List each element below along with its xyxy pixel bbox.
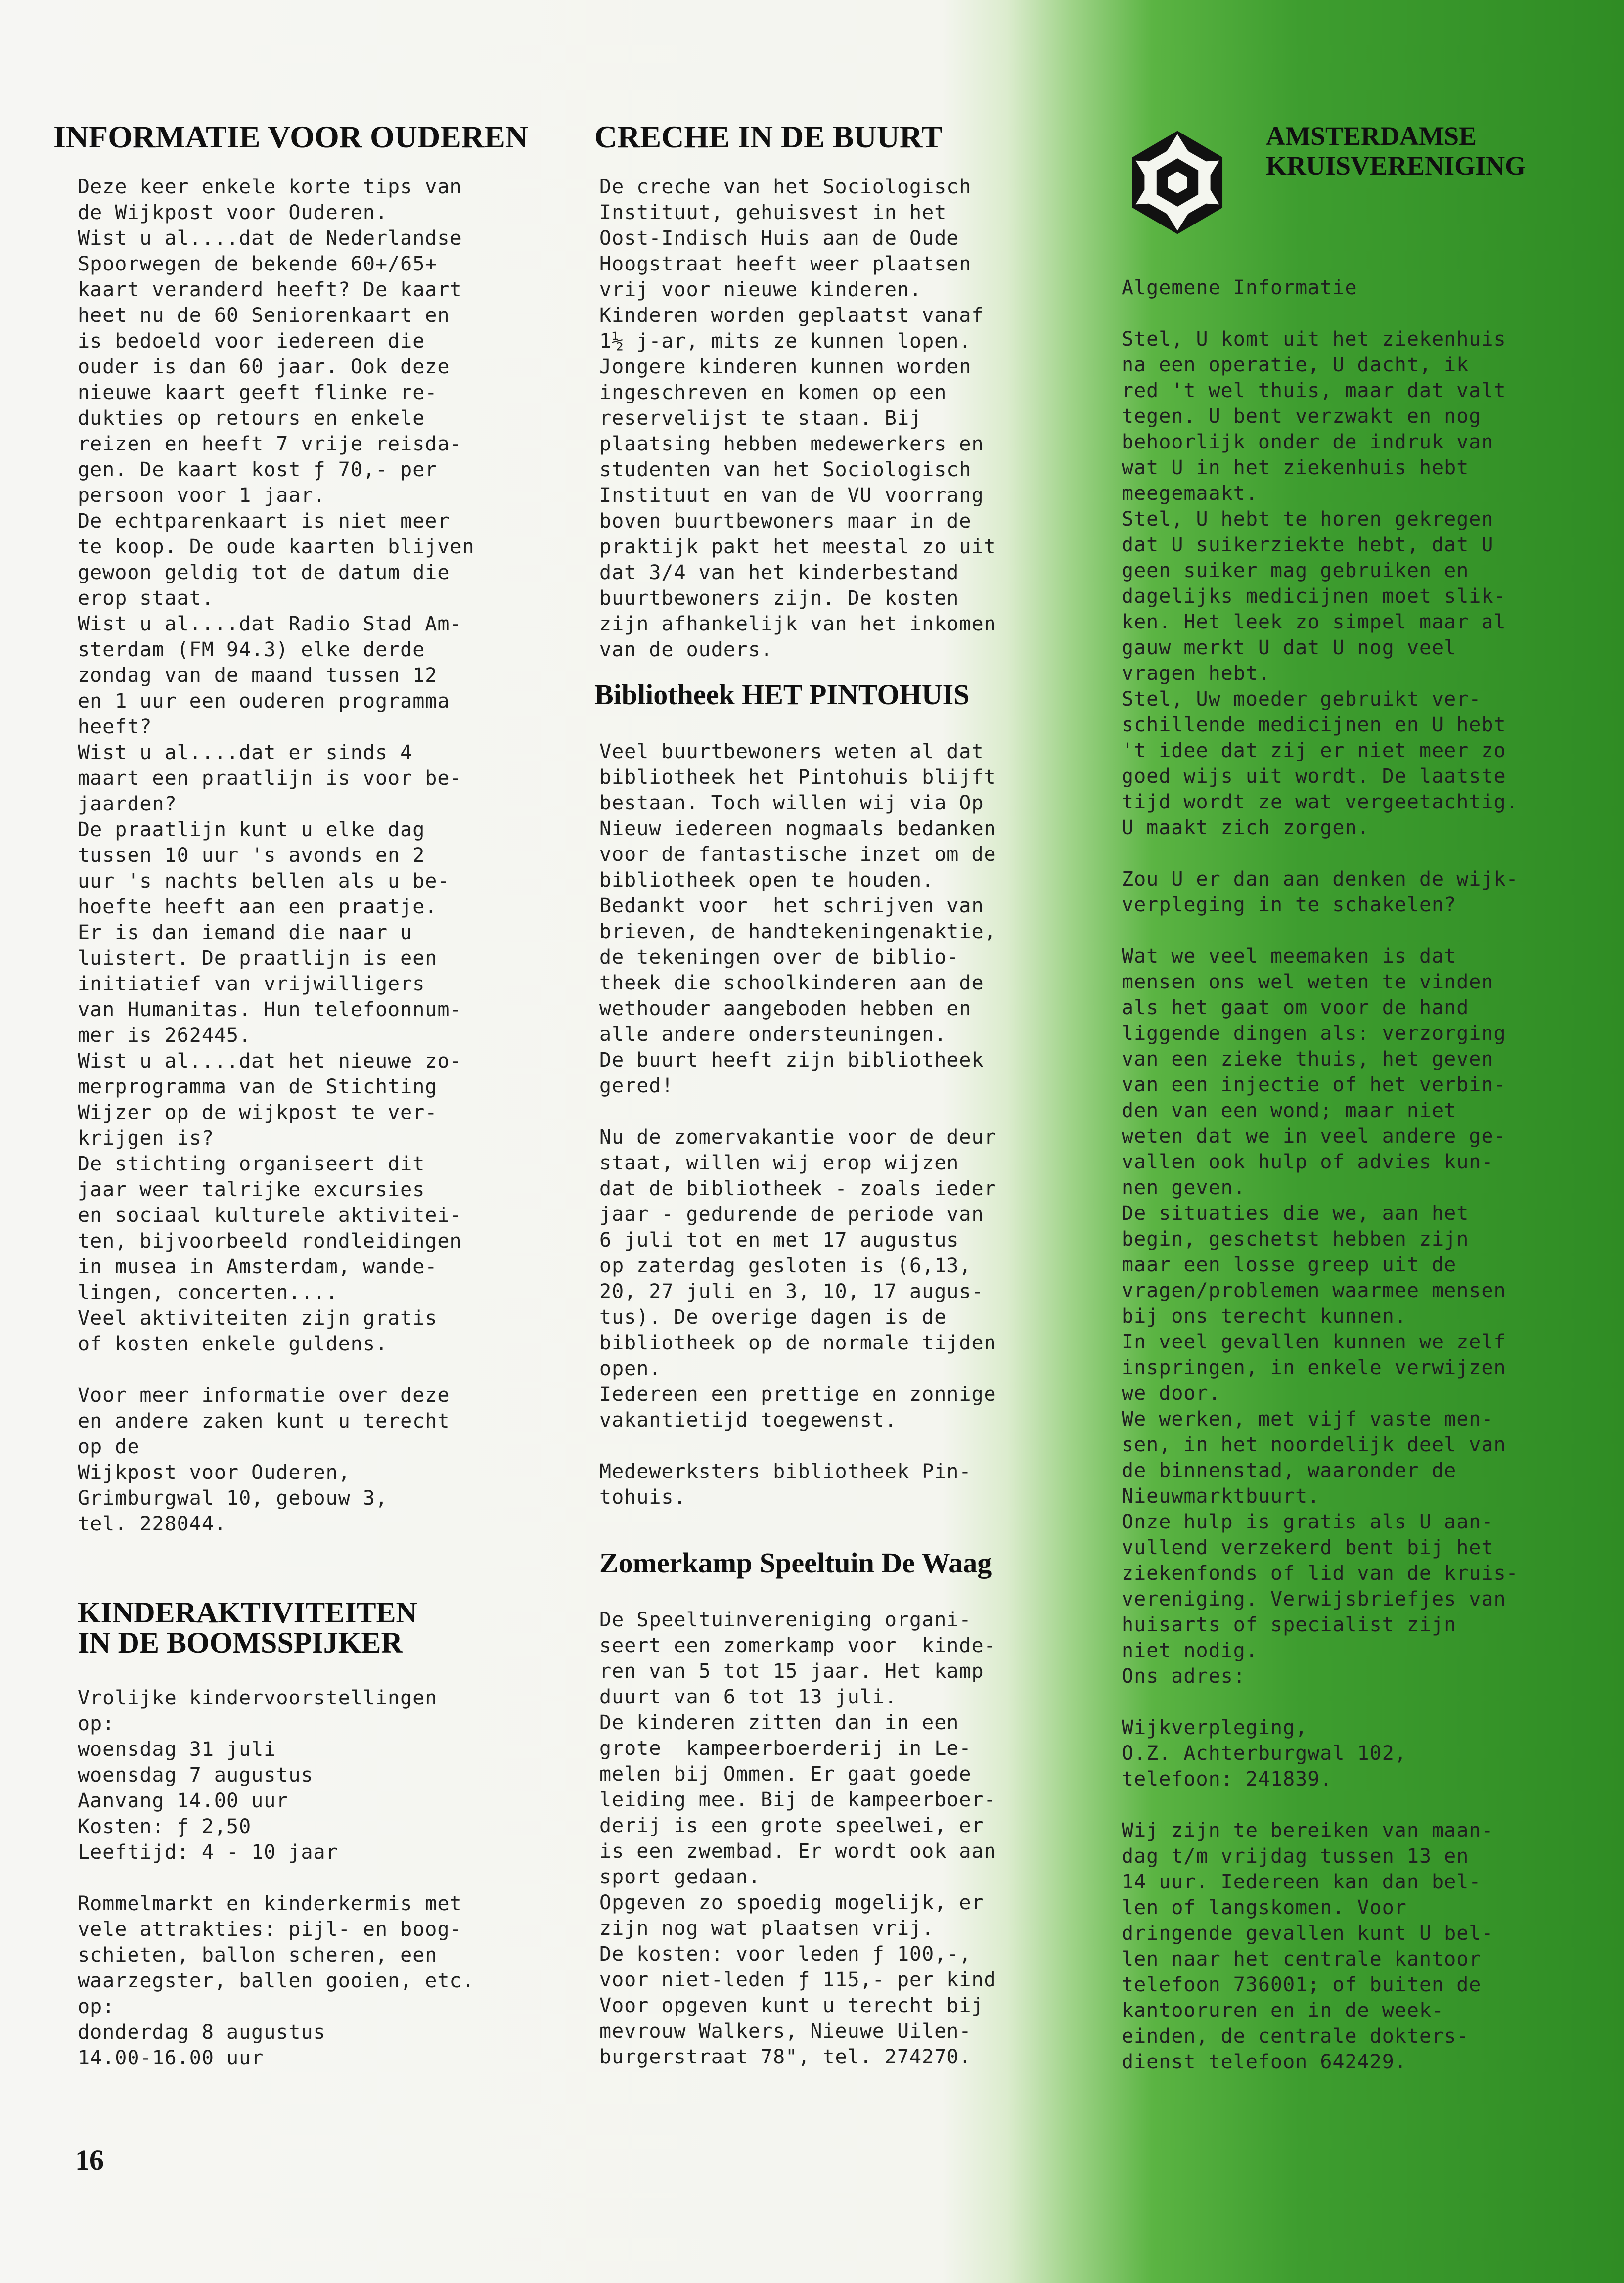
ouderen-title: INFORMATIE VOOR OUDEREN: [53, 119, 528, 154]
kruisvereniging-body: Algemene Informatie Stel, U komt uit het ziekenhuis na een operatie, U dacht, ik red 't wel thuis, maar dat valt tegen. U bent verzwakt en nog behoorlijk onder de indruk van wat U in het ziekenhuis hebt meegemaakt. Stel, U hebt te horen gekregen dat U suikerziekte hebt, dat U geen suiker mag gebruiken en dagelijks medicijnen moet slik- ken. Het leek zo simpel maar al gauw merkt U dat U nog veel vragen hebt. Stel, Uw moeder gebruikt ver- schillende medicijnen en U hebt 't idee dat zij er niet meer zo goed wijs uit wordt. De laatste tijd wordt ze wat vergeetachtig. U maakt zich zorgen. Zou U er dan aan denken de wijk- verpleging in te schakelen? Wat we veel meemaken is dat mensen ons wel weten te vinden als het gaat om voor de hand liggende dingen als: verzorging van een zieke thuis, het geven van een injectie of het verbin- den van een wond; maar niet weten dat we in veel andere ge- vallen ook hulp of advies kun- nen geven. De situaties die we, aan het begin, geschetst hebben zijn maar een losse greep uit de vragen/problemen waarmee mensen bij ons terecht kunnen. In veel gevallen kunnen we zelf inspringen, in enkele verwijzen we door. We werken, met vijf vaste men- sen, in het noordelijk deel van de binnenstad, waaronder de Nieuwmarktbuurt. Onze hulp is gratis als U aan- vullend verzekerd bent bij het ziekenfonds of lid van de kruis- vereniging. Verwijsbriefjes van huisarts of specialist zijn niet nodig. Ons adres: Wijkverpleging, O.Z. Achterburgwal 102, telefoon: 241839. Wij zijn te bereiken van maan- dag t/m vrijdag tussen 13 en 14 uur. Iedereen kan dan bel- len of langskomen. Voor dringende gevallen kunt U bel- len naar het centrale kantoor telefoon 736001; of buiten de kantooruren en in de week- einden, de centrale dokters- dienst telefoon 642429.: [1122, 276, 1519, 2073]
kruisvereniging-logo-icon: [1123, 128, 1232, 237]
creche-body: De creche van het Sociologisch Instituut, gehuisvest in het Oost-Indisch Huis aan de Oude Hoogstraat heeft weer plaatsen vrij voor nieuwe kinderen. Kinderen worden geplaatst vanaf 1½ j-ar, mits ze kunnen lopen. Jongere kinderen kunnen worden ingeschreven en komen op een reservelijst te staan. Bij plaatsing hebben medewerkers en studenten van het Sociologisch Instituut en van de VU voorrang boven buurtbewoners maar in de praktijk pakt het meestal zo uit dat 3/4 van het kinderbestand buurtbewoners zijn. De kosten zijn afhankelijk van het inkomen van de ouders.: [599, 176, 996, 661]
bibliotheek-body: Veel buurtbewoners weten al dat bibliotheek het Pintohuis blijft bestaan. Toch willen wij via Op Nieuw iedereen nogmaals bedanken voor de fantastische inzet om de bibliotheek open te houden. Bedankt voor het schrijven van brieven, de handtekeningenaktie, de tekeningen over de biblio- theek die schoolkinderen aan de wethouder aangeboden hebben en alle andere ondersteuningen. De buurt heeft zijn bibliotheek gered! Nu de zomervakantie voor de deur staat, willen wij erop wijzen dat de bibliotheek - zoals ieder jaar - gedurende de periode van 6 juli tot en met 17 augustus op zaterdag gesloten is (6,13, 20, 27 juli en 3, 10, 17 augus- tus). De overige dagen is de bibliotheek op de normale tijden open. Iedereen een prettige en zonnige vakantietijd toegewenst. Medewerksters bibliotheek Pin- tohuis.: [599, 740, 996, 1509]
zomerkamp-body: De Speeltuinvereniging organi- seert een zomerkamp voor kinde- ren van 5 tot 15 jaar. Het kamp duurt van 6 tot 13 juli. De kinderen zitten dan in een grote kampeerboerderij in Le- melen bij Ommen. Er gaat goede leiding mee. Bij de kampeerboer- derij is een grote speelwei, er is een zwembad. Er wordt ook aan sport gedaan. Opgeven zo spoedig mogelijk, er zijn nog wat plaatsen vrij. De kosten: voor leden ƒ 100,-, voor niet-leden ƒ 115,- per kind Voor opgeven kunt u terecht bij mevrouw Walkers, Nieuwe Uilen- burgerstraat 78", tel. 274270.: [599, 1609, 996, 2068]
page-number: 16: [75, 2144, 104, 2176]
kinderaktiviteiten-body: Vrolijke kindervoorstellingen op: woensdag 31 juli woensdag 7 augustus Aanvang 14.00 uur Kosten: ƒ 2,50 Leeftijd: 4 - 10 jaar Rommelmarkt en kinderkermis met vele attrakties: pijl- en boog- schieten, ballon scheren, een waarzegster, ballen gooien, etc. op: donderdag 8 augustus 14.00-16.00 uur: [78, 1687, 475, 2069]
kinderaktiviteiten-title-line1: KINDERAKTIVITEITEN: [78, 1596, 417, 1629]
kruisvereniging-title-line1: AMSTERDAMSE: [1266, 121, 1477, 151]
zomerkamp-title: Zomerkamp Speeltuin De Waag: [599, 1547, 992, 1579]
creche-title: CRECHE IN DE BUURT: [594, 119, 943, 154]
kinderaktiviteiten-title-line2: IN DE BOOMSSPIJKER: [78, 1626, 403, 1659]
kruisvereniging-title-line2: KRUISVERENIGING: [1266, 151, 1526, 180]
bibliotheek-title: Bibliotheek HET PINTOHUIS: [594, 678, 970, 711]
ouderen-body: Deze keer enkele korte tips van de Wijkpost voor Ouderen. Wist u al....dat de Nederlandse Spoorwegen de bekende 60+/65+ kaart veranderd heeft? De kaart heet nu de 60 Seniorenkaart en is bedoeld voor iedereen die ouder is dan 60 jaar. Ook deze nieuwe kaart geeft flinke re- dukties op retours en enkele reizen en heeft 7 vrije reisda- gen. De kaart kost ƒ 70,- per persoon voor 1 jaar. De echtparenkaart is niet meer te koop. De oude kaarten blijven gewoon geldig tot de datum die erop staat. Wist u al....dat Radio Stad Am- sterdam (FM 94.3) elke derde zondag van de maand tussen 12 en 1 uur een ouderen programma heeft? Wist u al....dat er sinds 4 maart een praatlijn is voor be- jaarden? De praatlijn kunt u elke dag tussen 10 uur 's avonds en 2 uur 's nachts bellen als u be- hoefte heeft aan een praatje. Er is dan iemand die naar u luistert. De praatlijn is een initiatief van vrijwilligers van Humanitas. Hun telefoonnum- mer is 262445. Wist u al....dat het nieuwe zo- merprogramma van de Stichting Wijzer op de wijkpost te ver- krijgen is? De stichting organiseert dit jaar weer talrijke excursies en sociaal kulturele aktivitei- ten, bijvoorbeeld rondleidingen in musea in Amsterdam, wande- lingen, concerten.... Veel aktiviteiten zijn gratis of kosten enkele guldens. Voor meer informatie over deze en andere zaken kunt u terecht op de Wijkpost voor Ouderen, Grimburgwal 10, gebouw 3, tel. 228044.: [78, 176, 475, 1535]
